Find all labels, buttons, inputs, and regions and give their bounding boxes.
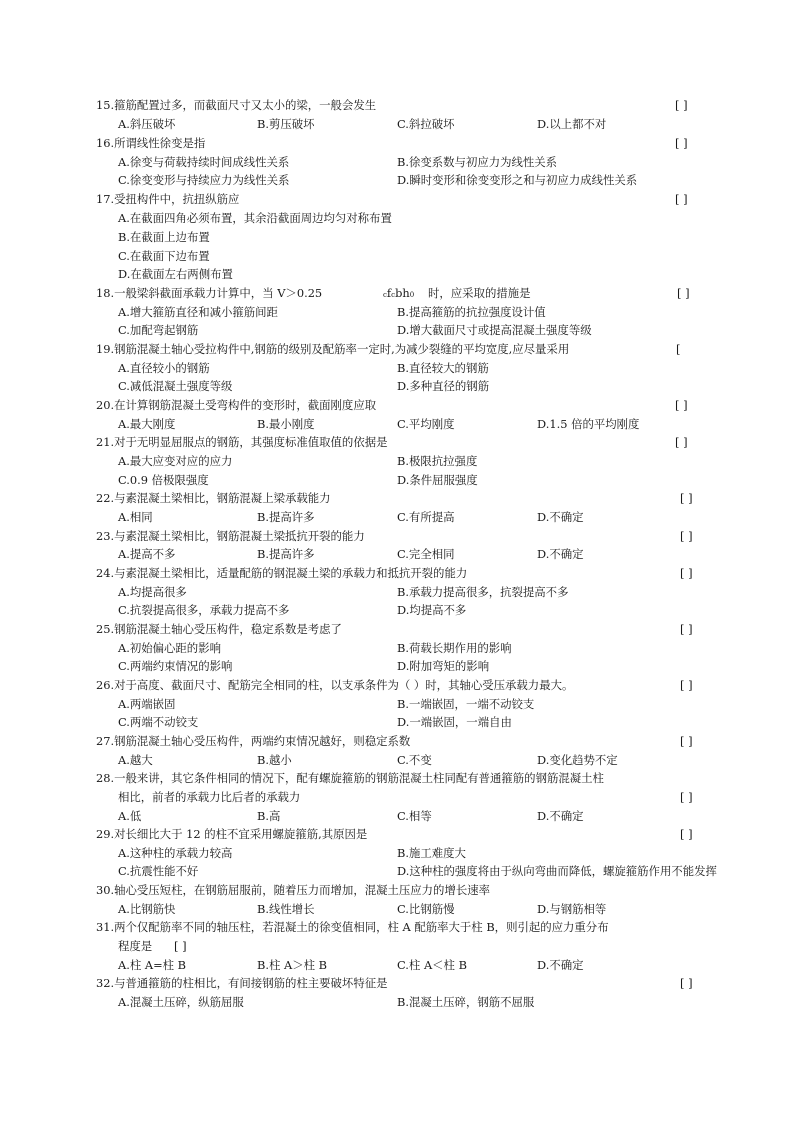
options-row [0, 808, 793, 825]
option-a[interactable]: A.相同 [118, 510, 153, 524]
option-c[interactable]: C.柱 A＜柱 B [397, 958, 467, 972]
option-a[interactable]: A.越大 [118, 753, 153, 767]
option-c[interactable]: C.两端不动铰支 [118, 715, 199, 729]
option-a[interactable]: A.混凝土压碎，纵筋屈服 [118, 995, 244, 1009]
question-15 [0, 97, 793, 114]
option-b[interactable]: B.在截面上边布置 [118, 230, 210, 244]
question-22 [0, 490, 793, 507]
option-b[interactable]: B.直径较大的钢筋 [397, 361, 489, 375]
answer-bracket[interactable]: [ ] [680, 566, 693, 580]
option-d[interactable]: D.不确定 [537, 958, 584, 972]
question-20 [0, 397, 793, 414]
formula: cfcbh0 [383, 286, 415, 300]
answer-bracket[interactable]: [ ] [675, 98, 688, 112]
option-b[interactable]: B.极限抗拉强度 [397, 454, 478, 468]
option-b[interactable]: B.线性增长 [257, 902, 315, 916]
options-row [0, 696, 793, 713]
option-c[interactable]: C.加配弯起钢筋 [118, 323, 199, 337]
question-stem: 29.对长细比大于 12 的柱不宜采用螺旋箍筋,其原因是 [96, 827, 368, 841]
option-b[interactable]: B.提高箍筋的抗拉强度设计值 [397, 305, 546, 319]
option-d[interactable]: D.与钢筋相等 [537, 902, 607, 916]
option-a[interactable]: A.这种柱的承载力较高 [118, 846, 233, 860]
question-stem: 28.一般来讲，其它条件相同的情况下，配有螺旋箍筋的钢筋混凝土柱同配有普通箍筋的钢筋混凝土柱 [96, 771, 604, 785]
option-d[interactable]: D.1.5 倍的平均刚度 [537, 417, 640, 431]
question-26 [0, 677, 793, 694]
question-stem: 23.与素混凝土梁相比，钢筋混凝土梁抵抗开裂的能力 [96, 529, 365, 543]
option-b[interactable]: B.最小刚度 [257, 417, 315, 431]
options-row [0, 658, 793, 675]
option-c[interactable]: C.相等 [397, 809, 432, 823]
question-30 [0, 882, 793, 899]
option-a[interactable]: A.在截面四角必须布置，其余沿截面周边均匀对称布置 [118, 211, 392, 225]
answer-bracket[interactable]: [ ] [680, 491, 693, 505]
options-row [0, 360, 793, 377]
question-25 [0, 621, 793, 638]
option-a[interactable]: A.增大箍筋直径和减小箍筋间距 [118, 305, 278, 319]
options-row [0, 714, 793, 731]
option-b[interactable]: B.荷载长期作用的影响 [397, 641, 512, 655]
answer-bracket[interactable]: [ ] [675, 398, 688, 412]
question-17 [0, 191, 793, 208]
option-c[interactable]: C.在截面下边布置 [118, 249, 210, 263]
options-row [0, 322, 793, 339]
options-row [0, 957, 793, 974]
options-row [0, 584, 793, 601]
options-row [0, 640, 793, 657]
option-a[interactable]: A.比钢筋快 [118, 902, 176, 916]
options-row [0, 248, 793, 265]
question-29 [0, 826, 793, 843]
question-stem: 31.两个仅配筋率不同的轴压柱，若混凝土的徐变值相同，柱 A 配筋率大于柱 B，则引起的应力重分布 [96, 920, 609, 934]
option-b[interactable]: B.施工难度大 [397, 846, 466, 860]
options-row [0, 472, 793, 489]
option-b[interactable]: B.承载力提高很多，抗裂提高不多 [397, 585, 569, 599]
option-d[interactable]: D.均提高不多 [397, 603, 467, 617]
option-c[interactable]: C.0.9 倍极限强度 [118, 473, 209, 487]
option-c[interactable]: C.斜拉破坏 [397, 117, 455, 131]
question-stem: 30.轴心受压短柱，在钢筋屈服前，随着压力而增加，混凝土压应力的增长速率 [96, 883, 491, 897]
question-stem-tail: 时，应采取的措施是 [428, 286, 531, 300]
option-d[interactable]: D.以上都不对 [537, 117, 607, 131]
option-a[interactable]: A.均提高很多 [118, 585, 187, 599]
question-stem-cont: 程度是 [118, 939, 153, 953]
question-19 [0, 341, 793, 358]
option-d[interactable]: D.不确定 [537, 547, 584, 561]
option-d[interactable]: D.多种直径的钢筋 [397, 379, 490, 393]
question-28-cont [0, 789, 793, 806]
option-d[interactable]: D.不确定 [537, 510, 584, 524]
options-row [0, 994, 793, 1011]
option-b[interactable]: B.柱 A＞柱 B [257, 958, 328, 972]
options-row [0, 546, 793, 563]
question-stem: 22.与素混凝土梁相比，钢筋混凝上梁承载能力 [96, 491, 331, 505]
options-row [0, 863, 793, 880]
option-c[interactable]: C.徐变变形与持续应力为线性关系 [118, 173, 290, 187]
question-stem: 15.箍筋配置过多，而截面尺寸又太小的梁，一般会发生 [96, 98, 377, 112]
question-stem: 27.钢筋混凝土轴心受压构件，两端约束情况越好，则稳定系数 [96, 734, 411, 748]
options-row [0, 116, 793, 133]
question-stem: 24.与素混凝土梁相比，适量配筋的钢混凝土梁的承载力和抵抗开裂的能力 [96, 566, 468, 580]
question-stem: 20.在计算钢筋混凝土受弯构件的变形时，截面刚度应取 [96, 398, 377, 412]
question-stem: 25.钢筋混凝土轴心受压构件，稳定系数是考虑了 [96, 622, 342, 636]
options-row [0, 229, 793, 246]
answer-bracket[interactable]: [ ] [675, 192, 688, 206]
question-24 [0, 565, 793, 582]
question-stem-cont: 相比，前者的承载力比后者的承载力 [118, 790, 301, 804]
answer-bracket[interactable]: [ ] [680, 678, 693, 692]
option-a[interactable]: A.最大刚度 [118, 417, 176, 431]
question-stem: 32.与普通箍筋的柱相比，有间接钢筋的柱主要破坏特征是 [96, 976, 388, 990]
option-c[interactable]: C.减低混凝土强度等级 [118, 379, 233, 393]
question-31-cont [0, 938, 793, 955]
option-d[interactable]: D.在截面左右两侧布置 [118, 267, 233, 281]
option-c[interactable]: C.抗裂提高很多，承载力提高不多 [118, 603, 290, 617]
option-d[interactable]: D.一端嵌固，一端自由 [397, 715, 512, 729]
options-row [0, 378, 793, 395]
option-d[interactable]: D.条件屈服强度 [397, 473, 478, 487]
option-b[interactable]: B.提高许多 [257, 510, 315, 524]
question-stem: 26.对于高度、截面尺寸、配筋完全相同的柱，以支承条件为（ ）时，其轴心受压承载力最大。 [96, 678, 574, 692]
options-row [0, 901, 793, 918]
option-c[interactable]: C.抗震性能不好 [118, 864, 199, 878]
option-a[interactable]: A.两端嵌固 [118, 697, 176, 711]
option-c[interactable]: C.平均刚度 [397, 417, 455, 431]
answer-bracket[interactable]: [ ] [680, 790, 693, 804]
answer-bracket[interactable]: [ ] [680, 976, 693, 990]
question-23 [0, 528, 793, 545]
option-d[interactable]: D.附加弯矩的影响 [397, 659, 490, 673]
answer-bracket[interactable]: [ ] [680, 734, 693, 748]
options-row [0, 172, 793, 189]
answer-bracket[interactable]: [ ] [680, 529, 693, 543]
option-d[interactable]: D.不确定 [537, 809, 584, 823]
options-row [0, 602, 793, 619]
answer-bracket[interactable]: [ ] [680, 827, 693, 841]
option-a[interactable]: A.直径较小的钢筋 [118, 361, 210, 375]
answer-bracket[interactable]: [ [676, 342, 681, 356]
options-row [0, 266, 793, 283]
option-c[interactable]: C.完全相同 [397, 547, 455, 561]
answer-bracket[interactable]: [ ] [675, 435, 688, 449]
option-b[interactable]: B.高 [257, 809, 281, 823]
options-row [0, 509, 793, 526]
option-a[interactable]: A.斜压破坏 [118, 117, 176, 131]
options-row [0, 752, 793, 769]
option-a[interactable]: A.柱 A=柱 B [118, 958, 187, 972]
option-b[interactable]: B.提高许多 [257, 547, 315, 561]
options-row [0, 154, 793, 171]
question-21 [0, 434, 793, 451]
option-b[interactable]: B.混凝土压碎，钢筋不屈服 [397, 995, 535, 1009]
question-18 [0, 285, 793, 302]
option-b[interactable]: B.徐变系数与初应力为线性关系 [397, 155, 558, 169]
question-32 [0, 975, 793, 992]
option-a[interactable]: A.初始偏心距的影响 [118, 641, 221, 655]
question-stem: 17.受扭构件中，抗扭纵筋应 [96, 192, 240, 206]
option-b[interactable]: B.剪压破坏 [257, 117, 315, 131]
options-row [0, 453, 793, 470]
answer-bracket[interactable]: [ ] [174, 939, 187, 953]
option-c[interactable]: C.两端约束情况的影响 [118, 659, 233, 673]
question-27 [0, 733, 793, 750]
question-28 [0, 770, 793, 787]
option-a[interactable]: A.最大应变对应的应力 [118, 454, 233, 468]
question-stem: 21.对于无明显屈服点的钢筋，其强度标准值取值的依据是 [96, 435, 388, 449]
option-a[interactable]: A.低 [118, 809, 142, 823]
answer-bracket[interactable]: [ ] [675, 136, 688, 150]
question-31 [0, 919, 793, 936]
option-c[interactable]: C.不变 [397, 753, 432, 767]
option-c[interactable]: C.比钢筋慢 [397, 902, 455, 916]
question-stem: 16.所谓线性徐变是指 [96, 136, 206, 150]
option-a[interactable]: A.徐变与荷载持续时间成线性关系 [118, 155, 290, 169]
answer-bracket[interactable]: [ ] [677, 286, 690, 300]
question-stem: 18.一般梁斜截面承载力计算中，当 V＞0.25 [96, 286, 323, 300]
question-16 [0, 135, 793, 152]
answer-bracket[interactable]: [ ] [680, 622, 693, 636]
options-row [0, 304, 793, 321]
option-a[interactable]: A.提高不多 [118, 547, 176, 561]
options-row [0, 416, 793, 433]
option-d[interactable]: D.变化趋势不定 [537, 753, 618, 767]
option-c[interactable]: C.有所提高 [397, 510, 455, 524]
options-row [0, 845, 793, 862]
option-b[interactable]: B.一端嵌固，一端不动铰支 [397, 697, 535, 711]
question-stem: 19.钢筋混凝土轴心受拉构件中,钢筋的级别及配筋率一定时,为减少裂缝的平均宽度,应尽量采用 [96, 342, 570, 356]
option-d[interactable]: D.这种柱的强度将由于纵向弯曲而降低，螺旋箍筋作用不能发挥 [397, 864, 717, 878]
option-d[interactable]: D.增大截面尺寸或提高混凝土强度等级 [397, 323, 592, 337]
option-d[interactable]: D.瞬时变形和徐变变形之和与初应力成线性关系 [397, 173, 638, 187]
options-row [0, 210, 793, 227]
option-b[interactable]: B.越小 [257, 753, 292, 767]
